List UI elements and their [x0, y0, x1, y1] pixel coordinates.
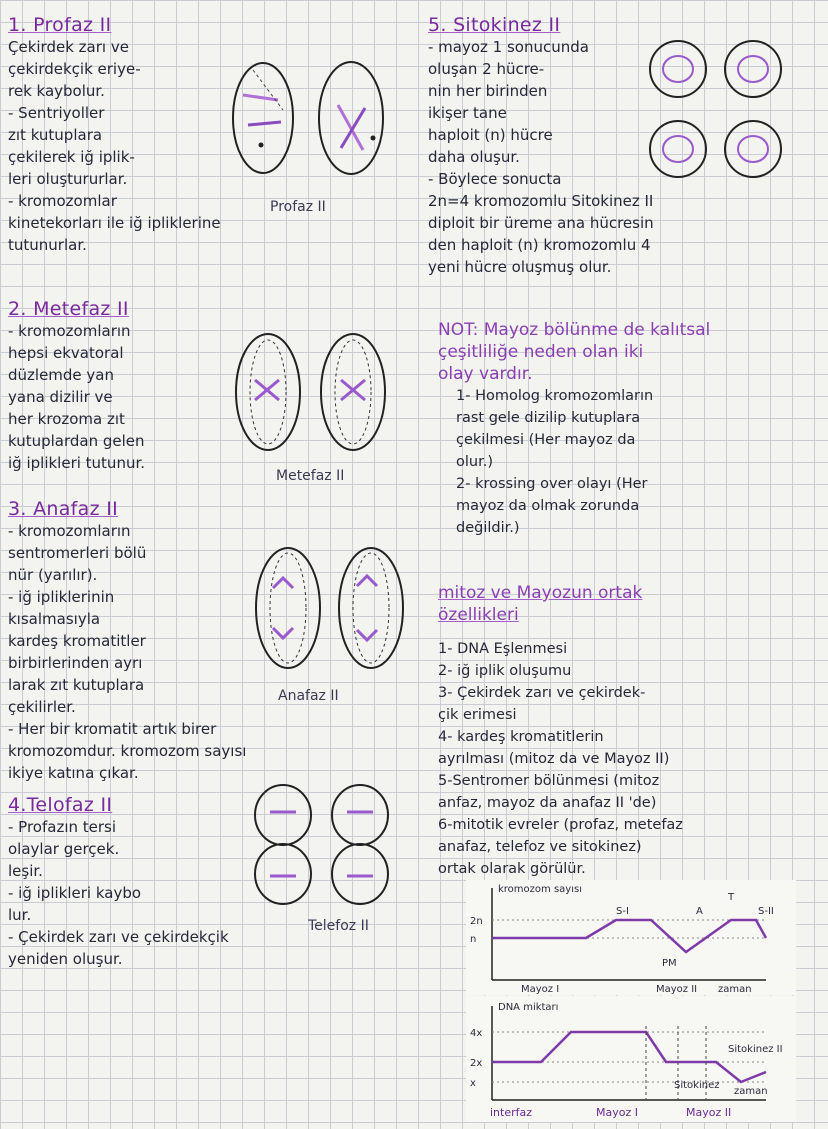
- phase-label: S-I: [616, 906, 629, 917]
- x-label: Mayoz II: [656, 984, 698, 995]
- telofaz-caption: Telefoz II: [308, 918, 369, 934]
- phase-label: T: [728, 892, 735, 903]
- profaz-header: 1. Profaz II: [8, 14, 112, 36]
- x-axis-label: zaman: [718, 984, 752, 995]
- anafaz-cell-diagram: [253, 538, 413, 683]
- y-tick-label: 2n: [470, 916, 483, 927]
- chromosome-chart-box: [466, 880, 796, 995]
- series-line: [492, 920, 766, 952]
- y-tick-label: n: [470, 934, 477, 945]
- x-label: interfaz: [490, 1106, 533, 1119]
- profaz-body: Çekirdek zarı ve çekirdekçik eriye- rek kaybolur. - Sentriyoller zıt kutuplara çekilerek iğ iplik- leri oluştururlar. - kromozomlar kinetekorları ile iğ ipliklerine tutunurlar.: [8, 38, 221, 254]
- section-metafaz: [8, 298, 413, 484]
- dna-chart: [466, 996, 796, 1122]
- section-sitokinez: [428, 14, 824, 278]
- anafaz-body: - kromozomların sentromerleri bölü nür (yarılır). - iğ ipliklerinin kısalmasıyla kardeş kromatitler birbirlerinden ayrı larak zıt kutuplara çekilirler. - Her bir kromatit artık birer kromozomdur. kromozom sayısı ikiye katına çıkar.: [8, 522, 247, 782]
- metafaz-caption: Metefaz II: [276, 468, 345, 484]
- section-note: [438, 319, 824, 539]
- x-label: Mayoz I: [521, 984, 560, 995]
- chart-title: DNA miktarı: [498, 1002, 559, 1013]
- sitokinez-body: - mayoz 1 sonucunda oluşan 2 hücre- nin her birinden ikişer tane haploit (n) hücre daha oluşur. - Böylece sonucta 2n=4 kromozomlu Sitokinez II diploit bir üreme ana hücresin den haploit (n) kromozomlu 4 yeni hücre oluşmuş olur.: [428, 38, 654, 276]
- common-title: mitoz ve Mayozun ortak özellikleri: [438, 583, 643, 625]
- y-tick-label: 4x: [470, 1028, 483, 1039]
- profaz-cell-diagram: [223, 50, 393, 195]
- telofaz-cell-diagram: [248, 782, 408, 912]
- x-label: Mayoz I: [596, 1106, 638, 1119]
- profaz-caption: Profaz II: [270, 199, 326, 215]
- dna-chart-box: [466, 996, 796, 1122]
- telofaz-header: 4.Telofaz II: [8, 794, 113, 816]
- metafaz-body: - kromozomların hepsi ekvatoral düzlemde yan yana dizilir ve her krozoma zıt kutuplardan gelen iğ iplikleri tutunur.: [8, 322, 146, 472]
- metafaz-cell-diagram: [233, 320, 403, 470]
- x-label: Mayoz II: [686, 1106, 732, 1119]
- x-axis-label: zaman: [734, 1086, 768, 1097]
- y-tick-label: x: [470, 1078, 476, 1089]
- y-tick-label: 2x: [470, 1058, 483, 1069]
- series-line: [492, 1032, 766, 1082]
- phase-label: PM: [662, 958, 677, 969]
- phase-label: Sitokinez II: [728, 1044, 783, 1055]
- section-common: [438, 582, 824, 880]
- anafaz-header: 3. Anafaz II: [8, 498, 119, 520]
- common-items: 1- DNA Eşlenmesi 2- iğ iplik oluşumu 3- Çekirdek zarı ve çekirdek- çik erimesi 4- kardeş kromatitlerin ayrılması (mitoz da ve Mayoz II) 5-Sentromer bölünmesi (mitoz anfaz, mayoz da anafaz II 'de) 6-mitotik evreler (profaz, metefaz anafaz, telefoz ve sitokinez) ortak olarak görülür.: [438, 641, 683, 877]
- phase-label: A: [696, 906, 703, 917]
- sitokinez-cell-diagram: [643, 34, 813, 194]
- chromosome-chart: [466, 880, 796, 995]
- anafaz-caption: Anafaz II: [278, 688, 339, 704]
- section-profaz: [8, 14, 413, 256]
- note-items: 1- Homolog kromozomların rast gele dizilip kutuplara çekilmesi (Her mayoz da olur.) 2- krossing over olayı (Her mayoz da olmak zorunda değildir.): [456, 388, 654, 536]
- sitokinez-header: 5. Sitokinez II: [428, 14, 561, 36]
- section-telofaz: [8, 794, 413, 970]
- phase-label: S-II: [758, 906, 774, 917]
- note-title: NOT: Mayoz bölünme de kalıtsal çeşitliliğe neden olan iki olay vardır.: [438, 320, 711, 384]
- telofaz-body: - Profazın tersi olaylar gerçek. leşir. - iğ iplikleri kaybo lur. - Çekirdek zarı ve çekirdekçik yeniden oluşur.: [8, 818, 229, 968]
- chart-title: kromozom sayısı: [498, 884, 582, 895]
- section-anafaz: [8, 498, 413, 784]
- metafaz-header: 2. Metefaz II: [8, 298, 129, 320]
- phase-label: Sitokinez: [674, 1080, 720, 1091]
